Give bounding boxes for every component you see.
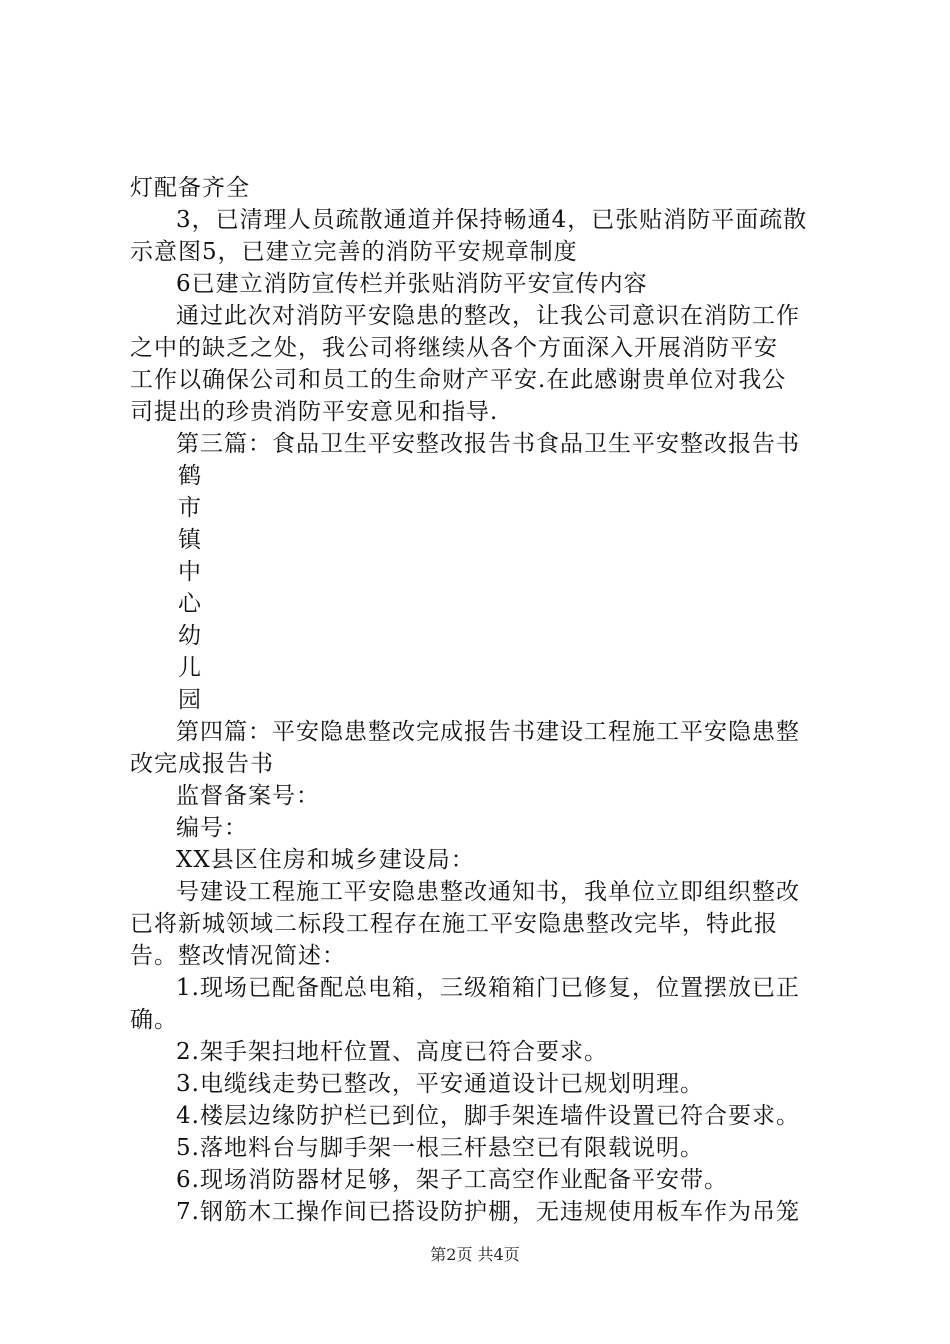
vertical-char: 镇 bbox=[178, 527, 201, 553]
text-line: 号建设工程施工平安隐患整改通知书，我单位立即组织整改 bbox=[176, 879, 800, 905]
text-line: 改完成报告书 bbox=[130, 751, 274, 777]
vertical-char: 心 bbox=[178, 591, 201, 617]
list-item: 4.楼层边缘防护栏已到位，脚手架连墙件设置已符合要求。 bbox=[176, 1103, 800, 1129]
text-line: 监督备案号： bbox=[176, 783, 320, 809]
list-item: 7.钢筋木工操作间已搭设防护棚，无违规使用板车作为吊笼 bbox=[176, 1199, 800, 1225]
list-item: 3.电缆线走势已整改，平安通道设计已规划明理。 bbox=[176, 1071, 704, 1097]
vertical-char: 中 bbox=[178, 559, 201, 585]
vertical-char: 鹤 bbox=[178, 463, 201, 489]
text-line: 编号： bbox=[176, 815, 248, 841]
vertical-char: 儿 bbox=[178, 655, 201, 681]
vertical-char: 市 bbox=[178, 495, 201, 521]
section-heading: 第三篇：食品卫生平安整改报告书食品卫生平安整改报告书 bbox=[176, 431, 800, 457]
vertical-char: 幼 bbox=[178, 623, 201, 649]
text-line: 之中的缺乏之处，我公司将继续从各个方面深入开展消防平安 bbox=[130, 335, 778, 361]
page-number-footer: 第2页 共4页 bbox=[430, 1245, 520, 1264]
list-item: 2.架手架扫地杆位置、高度已符合要求。 bbox=[176, 1039, 608, 1065]
text-line: 司提出的珍贵消防平安意见和指导. bbox=[130, 399, 499, 425]
text-line: 告。整改情况简述： bbox=[130, 943, 346, 969]
text-line: XX县区住房和城乡建设局： bbox=[176, 847, 475, 873]
text-line: 已将新城领域二标段工程存在施工平安隐患整改完毕，特此报 bbox=[130, 911, 778, 937]
list-item: 6.现场消防器材足够，架子工高空作业配备平安带。 bbox=[176, 1167, 728, 1193]
text-line: 灯配备齐全 bbox=[130, 175, 250, 201]
list-item: 5.落地料台与脚手架一根三杆悬空已有限载说明。 bbox=[176, 1135, 704, 1161]
list-item: 1.现场已配备配总电箱，三级箱箱门已修复，位置摆放已正 bbox=[176, 975, 800, 1001]
vertical-char: 园 bbox=[178, 687, 201, 713]
text-line: 工作以确保公司和员工的生命财产平安.在此感谢贵单位对我公 bbox=[130, 367, 787, 393]
text-line: 3，已清理人员疏散通道并保持畅通4，已张贴消防平面疏散 bbox=[176, 207, 808, 233]
text-line: 通过此次对消防平安隐患的整改，让我公司意识在消防工作 bbox=[176, 303, 800, 329]
section-heading: 第四篇：平安隐患整改完成报告书建设工程施工平安隐患整 bbox=[176, 719, 800, 745]
text-line: 确。 bbox=[130, 1007, 178, 1033]
text-line: 6已建立消防宣传栏并张贴消防平安宣传内容 bbox=[176, 271, 648, 297]
text-line: 示意图5，已建立完善的消防平安规章制度 bbox=[130, 239, 578, 265]
